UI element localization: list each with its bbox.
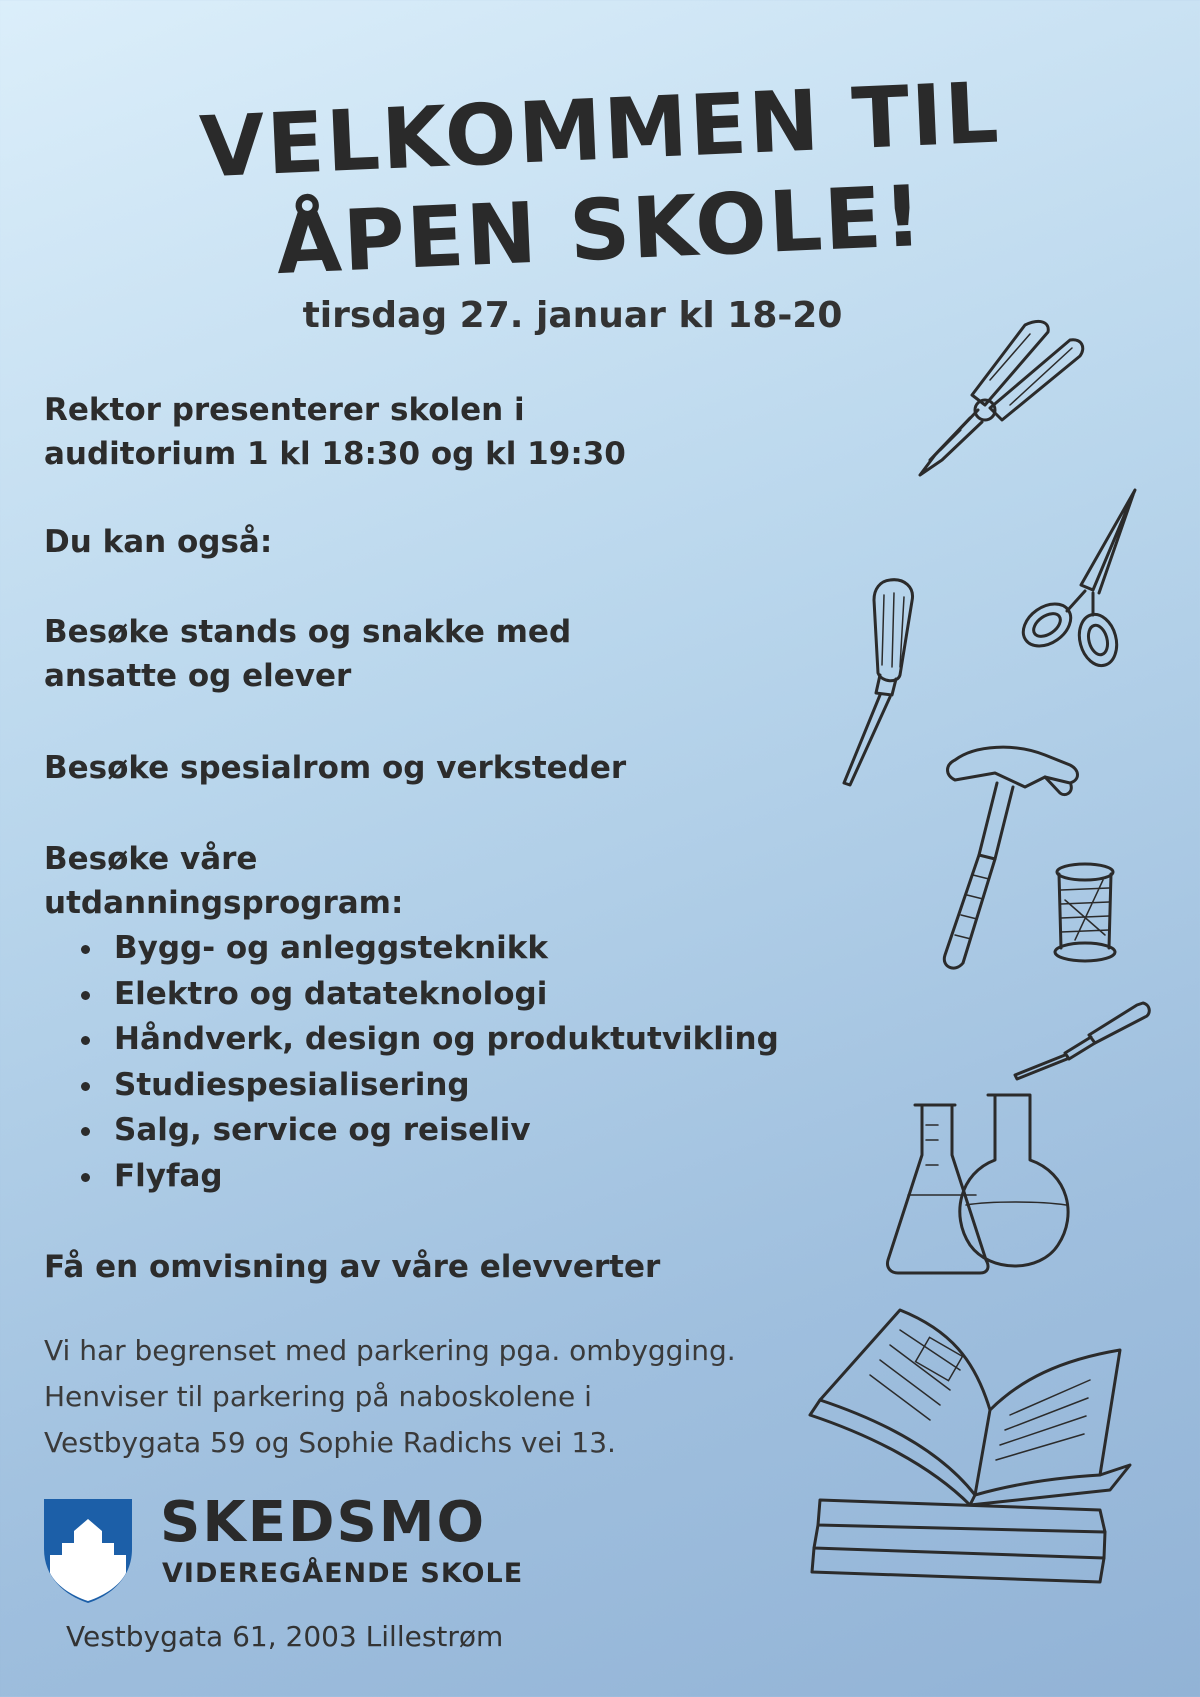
scissors-icon	[1005, 485, 1155, 675]
rektor-line-2: auditorium 1 kl 18:30 og kl 19:30	[44, 436, 626, 472]
school-subtitle: VIDEREGÅENDE SKOLE	[162, 1558, 524, 1589]
list-item: • Elektro og datateknologi	[106, 972, 779, 1018]
intro-text: Du kan også:	[44, 524, 273, 560]
school-address: Vestbygata 61, 2003 Lillestrøm	[66, 1620, 504, 1653]
school-crest-logo	[42, 1497, 134, 1605]
list-item: • Bygg- og anleggsteknikk	[106, 926, 779, 972]
programs-heading-1: Besøke våre	[44, 841, 258, 877]
list-item: • Salg, service og reiseliv	[106, 1108, 779, 1154]
books-icon	[800, 1300, 1150, 1590]
rektor-line-1: Rektor presenterer skolen i	[44, 392, 525, 428]
list-item: • Flyfag	[106, 1154, 779, 1200]
list-item: • Håndverk, design og produktutvikling	[106, 1017, 779, 1063]
title-line-1: VELKOMMEN TIL	[197, 63, 1003, 197]
school-name: SKEDSMO	[160, 1490, 487, 1555]
stands-line-1: Besøke stands og snakke med	[44, 614, 572, 650]
stands-line-2: ansatte og elever	[44, 658, 352, 694]
parking-line-2: Henviser til parkering på naboskolene i	[44, 1380, 592, 1413]
parking-line-1: Vi har begrenset med parkering pga. ombygging.	[44, 1334, 736, 1367]
spesialrom-text: Besøke spesialrom og verksteder	[44, 750, 627, 786]
title-line-2: ÅPEN SKOLE!	[274, 166, 926, 294]
list-item: • Studiespesialisering	[106, 1063, 779, 1109]
flasks-icon	[880, 1085, 1080, 1285]
pliers-icon	[890, 310, 1090, 510]
program-list	[72, 926, 779, 1199]
programs-heading-2: utdanningsprogram:	[44, 885, 404, 921]
parking-line-3: Vestbygata 59 og Sophie Radichs vei 13.	[44, 1426, 616, 1459]
pipette-icon	[1005, 995, 1155, 1085]
event-date: tirsdag 27. januar kl 18-20	[302, 295, 843, 336]
omvisning-text: Få en omvisning av våre elevverter	[44, 1249, 661, 1285]
thread-spool-icon	[1045, 860, 1125, 970]
